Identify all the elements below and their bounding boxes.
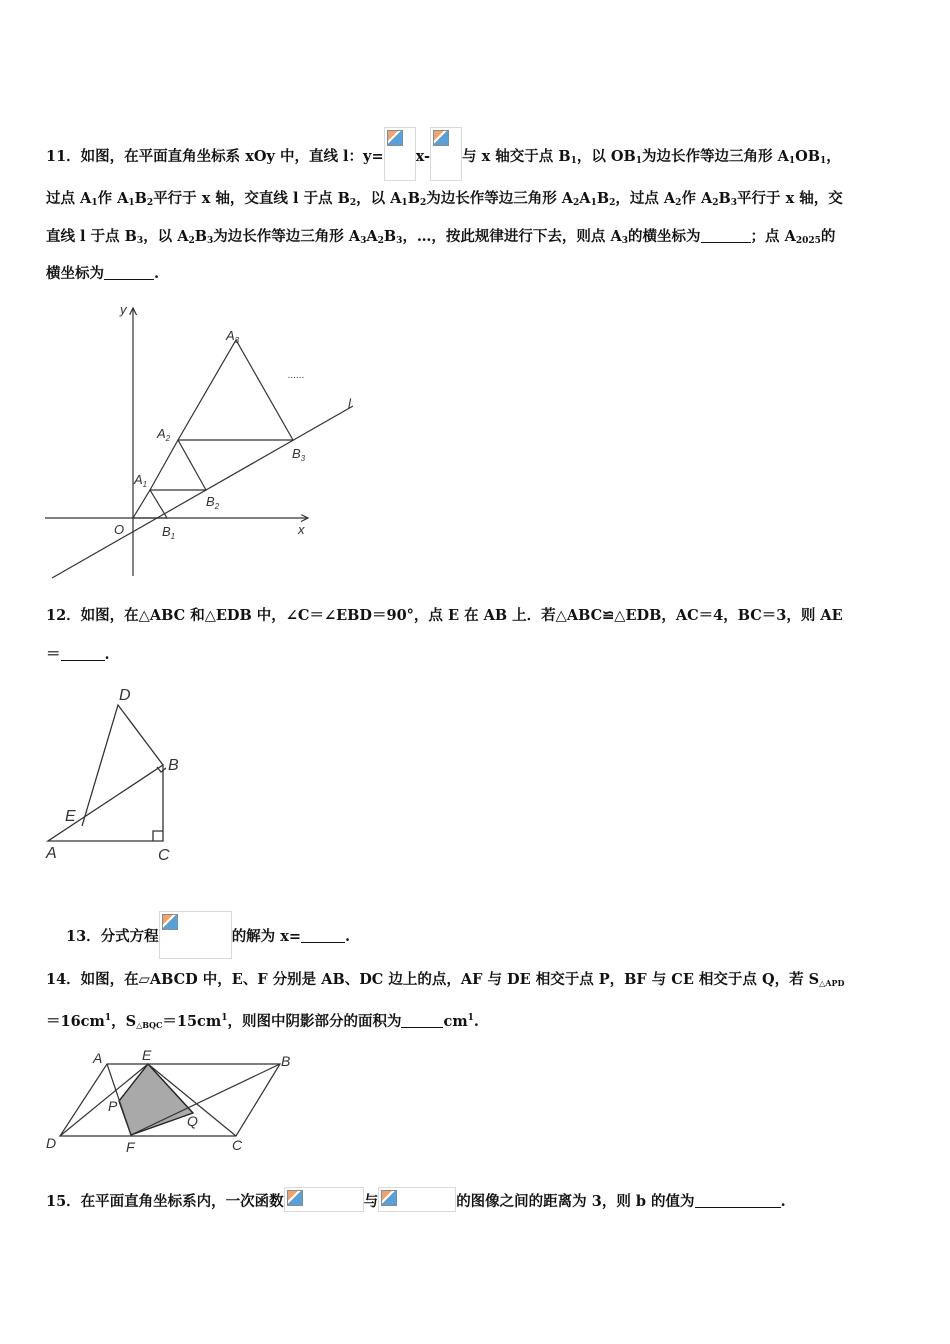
label-e: E xyxy=(65,808,76,825)
answer-blank xyxy=(695,1193,781,1208)
label-b: B xyxy=(168,757,179,774)
q11-line-1: 11．如图，在平面直角坐标系 xOy 中，直线 l：y= x- 与 x 轴交于点 $B_1$，以 $OB_1$为边长作等边三角形 $A_1OB_1$， xyxy=(46,127,841,181)
answer-blank xyxy=(701,228,751,243)
q11-figure xyxy=(40,298,370,588)
broken-image-icon xyxy=(284,1187,364,1212)
broken-image-icon xyxy=(378,1187,456,1212)
q14-line-2: $=16cm^1$，$S_{\triangle BQC}=15cm^1$，则图中阴影部分的面积为 $cm^1$. xyxy=(46,1013,479,1030)
label-a1: $A_1$ xyxy=(134,472,148,489)
label-l: l xyxy=(348,396,351,411)
label-o: O xyxy=(114,522,125,537)
label-a: A xyxy=(46,845,57,862)
label-d: D xyxy=(119,687,131,704)
label-a2: $A_2$ xyxy=(157,426,171,443)
answer-blank xyxy=(301,928,345,943)
q13-line: 13．分式方程 的解为 x= . xyxy=(66,911,350,959)
line-l xyxy=(52,406,353,578)
label-a: A xyxy=(93,1050,103,1066)
q15-line: 15．在平面直角坐标系内，一次函数 与 的图像之间的距离为 3，则 b 的值为 . xyxy=(46,1187,786,1212)
answer-blank xyxy=(104,265,154,280)
label-a3: $A_3$ xyxy=(226,328,240,345)
label-b2: $B_2$ xyxy=(206,494,220,511)
label-c: C xyxy=(232,1137,243,1153)
broken-image-icon xyxy=(430,127,462,181)
label-b: B xyxy=(281,1053,291,1069)
q14-line-1: 14．如图，在▱ABCD 中，E、F 分别是 AB、DC 边上的点，AF 与 DE 相交于点 P，BF 与 CE 相交于点 Q，若 $S_{\triangle APD}$ xyxy=(46,971,845,988)
label-d: D xyxy=(46,1135,57,1151)
q11-line-2: 过点 $A_1$作 $A_1B_2$平行于 x 轴，交直线 l 于点 $B_2$，以 $A_1B_2$为边长作等边三角形 $A_2A_1B_2$，过点 $A_2$作 $A_2B_3$平行于 x 轴，交 xyxy=(46,190,843,208)
q11-line-4: 横坐标为 . xyxy=(46,265,160,282)
label-f: F xyxy=(126,1139,135,1155)
answer-blank xyxy=(61,646,105,661)
shaded-region xyxy=(119,1064,193,1135)
answer-blank xyxy=(401,1013,443,1028)
label-b1: $B_1$ xyxy=(162,524,176,541)
label-e: E xyxy=(142,1047,152,1063)
label-p: P xyxy=(108,1098,118,1114)
broken-image-icon xyxy=(159,911,232,959)
broken-image-icon xyxy=(384,127,416,181)
label-c: C xyxy=(158,847,170,864)
dots-label: ...... xyxy=(288,370,305,381)
label-b3: $B_3$ xyxy=(292,446,306,463)
label-q: Q xyxy=(187,1113,198,1129)
q14-figure xyxy=(40,1044,310,1159)
label-y: y xyxy=(120,302,127,317)
q11-line-3: 直线 l 于点 $B_3$，以 $A_2B_3$为边长作等边三角形 $A_3A_2B_3$，…，按此规律进行下去，则点 $A_3$的横坐标为 ；点 $A_{2025}$的 xyxy=(46,228,836,246)
q12-line-1: 12．如图，在△ABC 和△EDB 中，∠C＝∠EBD＝90°，点 E 在 AB 上．若△ABC≌△EDB，AC＝4，BC＝3，则 AE xyxy=(46,607,843,624)
label-x: x xyxy=(298,522,305,537)
q12-figure xyxy=(40,680,200,870)
q12-line-2: ＝ . xyxy=(46,646,110,663)
